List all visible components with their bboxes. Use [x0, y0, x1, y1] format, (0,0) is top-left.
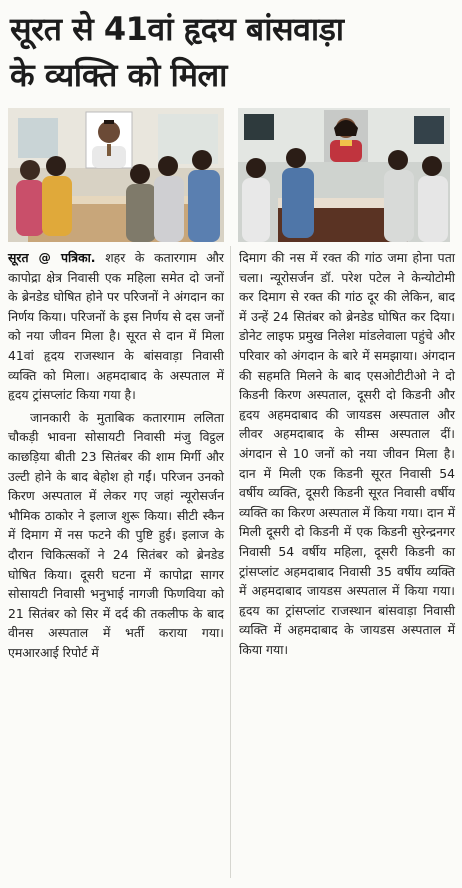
article-column-2	[239, 248, 455, 659]
photo-scene-2	[238, 108, 450, 242]
photo-scene-1	[8, 108, 224, 242]
photo-donor-family-1	[8, 108, 224, 242]
lead-paragraph	[8, 248, 224, 405]
headline	[10, 6, 454, 98]
body-paragraph-3: दिमाग की नस में रक्त की गांठ जमा होना पता चला। न्यूरोसर्जन डॉ. परेश पटेल ने केन्योटोमी कर दिमाग से रक्त की गांठ दूर की लेकिन, बाद में उन्हें 24 सितंबर को ब्रेनडेड घोषित कर दिया। डोनेट लाइफ प्रमुख निलेश मांडलेवाला पहुंचे और परिवार को अंगदान के बारे में समझाया। अंगदान की सहमति मिलने के बाद एसओटीटीओ ने दो किडनी किरण अस्पताल, दूसरी दो किडनी और हृदय अहमदाबाद की जायडस अस्पताल और लीवर अहमदाबाद के सीम्स अस्पताल दीं। अंगदान से 10 जनों को नया जीवन मिला है। दान में मिली एक किडनी सूरत निवासी 54 वर्षीय व्यक्ति, दूसरी किडनी सूरत निवासी वर्षीय व्यक्ति का किरण अस्पताल में किया गया। दान में मिली दूसरी दो किडनी में एक किडनी सुरेन्द्रनगर निवासी 54 वर्षीय महिला, दूसरी किडनी का ट्रांसप्लांट अहमदाबाद निवासी 35 वर्षीय व्यक्ति में अहमदाबाद जायडस अस्पताल में किया गया। हृदय का ट्रांसप्लांट राजस्थान बांसवाड़ा निवासी व्यक्ति में अहमदाबाद के जायडस अस्पताल में किया गया।	[239, 250, 455, 657]
article-column-1	[8, 248, 224, 662]
headline-line-1: सूरत से 41वां हृदय बांसवाड़ा	[10, 10, 344, 48]
column-divider	[230, 246, 231, 878]
lead-paragraph-text: शहर के कतारगाम और कापोद्रा क्षेत्र निवासी एक महिला समेत दो जनों के ब्रेनडेड घोषित होने पर परिजनों ने अंगदान का निर्णय किया। परिजनों के इस निर्णय से दस जनों को नया जीवन मिला है। सूरत से दान में मिला 41वां हृदय राजस्थान के बांसवाड़ा निवासी व्यक्ति को मिला। अहमदाबाद के अस्पताल में हृदय ट्रांसप्लांट किया गया है।	[8, 250, 224, 403]
dateline: सूरत @ पत्रिका.	[8, 250, 96, 265]
body-paragraph-2: जानकारी के मुताबिक कतारगाम ललिता चौकड़ी भावना सोसायटी निवासी मंजु विट्ठल काछड़िया बीती 23 सितंबर की शाम मिर्गी और उल्टी होने के बाद बेहोश हो गईं। परिजन उनको किरण अस्पताल में लेकर गए जहां न्यूरोसर्जन भौमिक ठाकोर ने इलाज शुरू किया। सीटी स्कैन में दिमाग में नस फटने की पुष्टि हुई। इलाज के दौरान चिकित्सकों ने 24 सितंबर को ब्रेनडेड घोषित किया। दूसरी घटना में कापोद्रा सागर सोसायटी निवासी भनुभाई नागजी फिणविया को 21 सितंबर को सिर में दर्द की तकलीफ के बाद वीनस अस्पताल में भर्ती कराया गया। एमआरआई रिपोर्ट में	[8, 409, 224, 660]
headline-line-2: के व्यक्ति को मिला	[10, 56, 227, 94]
photo-donor-family-2	[238, 108, 450, 242]
